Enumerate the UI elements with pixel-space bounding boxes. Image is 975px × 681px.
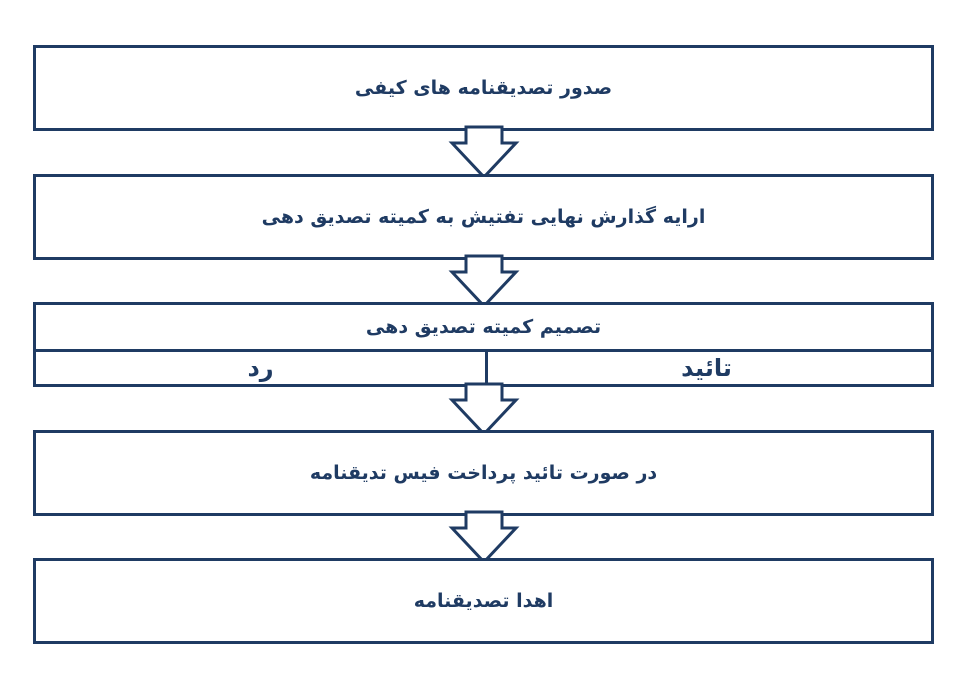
decision-approve: تائید bbox=[681, 354, 732, 382]
decision-reject: رد bbox=[36, 352, 488, 384]
step-award-certificate bbox=[33, 558, 934, 644]
down-arrow-icon bbox=[448, 512, 520, 564]
step-label: صدور تصدیقنامه های کیفی bbox=[354, 77, 613, 99]
down-arrow-icon bbox=[448, 384, 520, 436]
step-label: اهدا تصدیقنامه bbox=[413, 590, 554, 612]
decision-title: تصمیم کمیته تصدیق دهی bbox=[36, 305, 931, 352]
step-issue-quality-certificates bbox=[33, 45, 934, 131]
down-arrow-icon bbox=[448, 256, 520, 308]
step-final-inspection-report bbox=[33, 174, 934, 260]
step-pay-certificate-fee bbox=[33, 430, 934, 516]
step-label: ارایه گذارش نهایی تفتیش به کمیته تصدیق دهی bbox=[261, 206, 706, 228]
decision-committee bbox=[33, 302, 934, 387]
step-label: در صورت تائید پرداخت فیس تدیقنامه bbox=[309, 462, 658, 484]
down-arrow-icon bbox=[448, 127, 520, 179]
